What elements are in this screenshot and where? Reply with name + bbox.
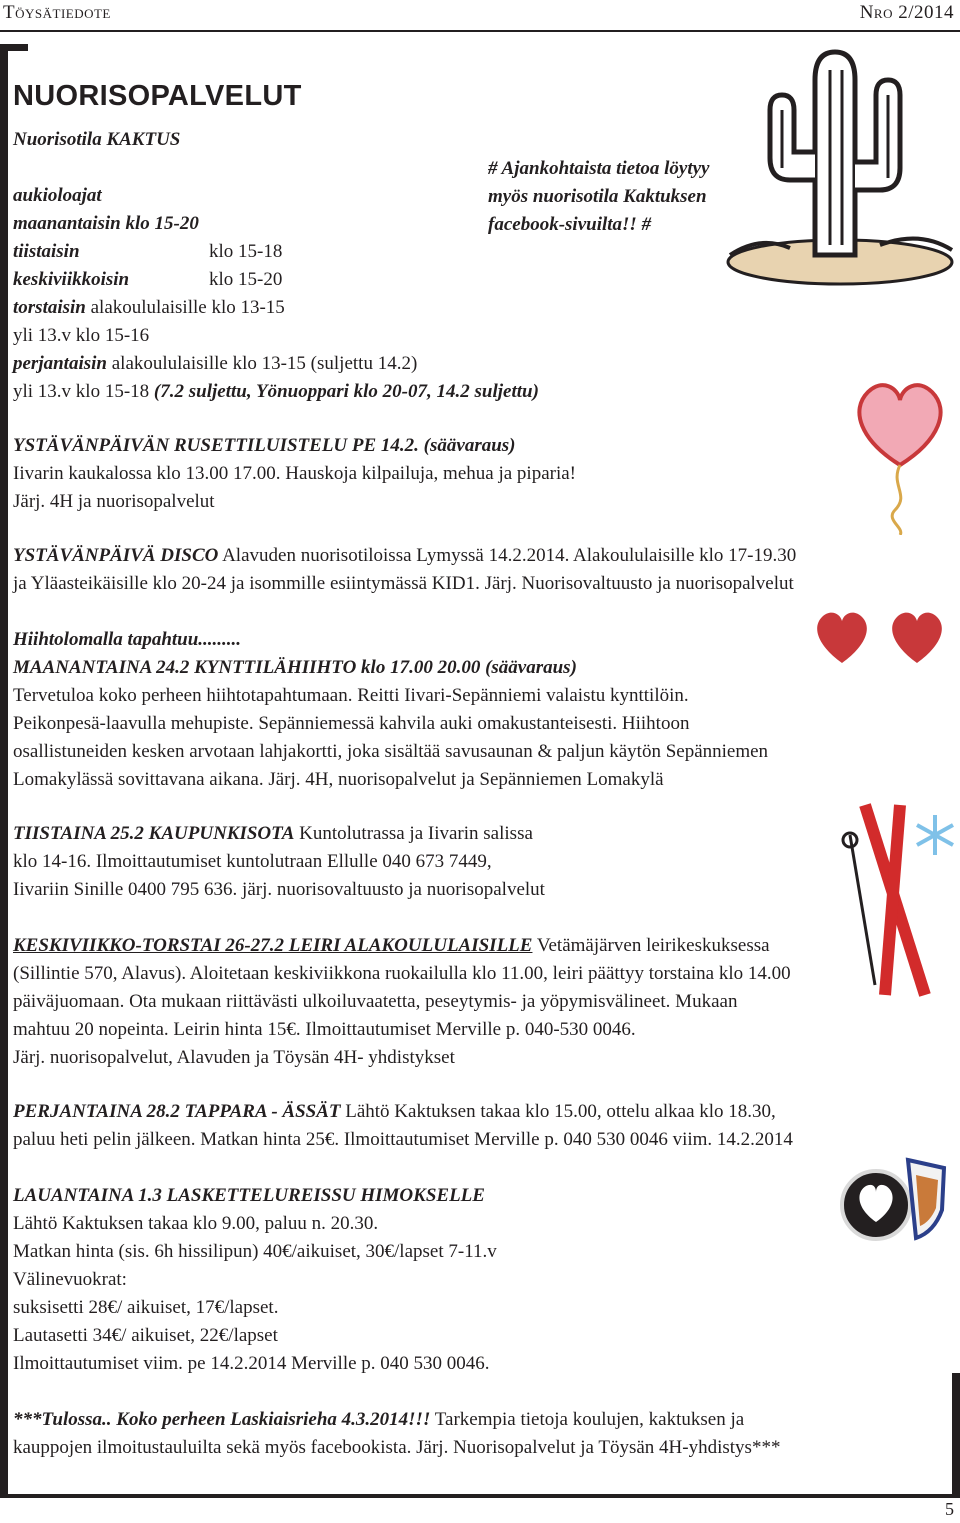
event-tappara	[13, 1098, 776, 1126]
event-laskiainen	[13, 1406, 744, 1434]
hours-day: keskiviikkoisin	[13, 269, 130, 290]
event-leiri	[13, 932, 770, 960]
event-text: Iivarin kaukalossa klo 13.00 17.00. Hauskoja kilpailuja, mehua ja piparia!	[13, 463, 576, 484]
event-text: Vetämäjärven leirikeskuksessa	[532, 935, 770, 956]
hockey-logos-illustration	[838, 1150, 948, 1245]
page-number: 5	[945, 1499, 954, 1519]
facebook-note-line: # Ajankohtaista tietoa löytyy	[488, 158, 710, 179]
event-text: paluu heti pelin jälkeen. Matkan hinta 25€. Ilmoittautumiset Merville p. 040 530 0046 viim. 14.2.2014	[13, 1129, 793, 1150]
facebook-note-line: facebook-sivuilta!! #	[488, 214, 652, 235]
hours-closed-note: (7.2 suljettu, Yönuoppari klo 20-07, 14.2 suljettu)	[153, 381, 539, 402]
event-heading-disco: YSTÄVÄNPÄIVÄ DISCO	[13, 545, 219, 566]
hours-day: torstaisin	[13, 297, 86, 318]
hours-thursday	[13, 294, 285, 322]
hours-time: alakoululaisille klo 13-15 (suljettu 14.2)	[106, 353, 418, 374]
event-heading-laskiainen: ***Tulossa.. Koko perheen Laskiaisrieha 4.3.2014!!!	[13, 1409, 431, 1430]
event-text: Lomakylässä sovittavana aikana. Järj. 4H, nuorisopalvelut ja Sepänniemen Lomakylä	[13, 769, 664, 790]
hours-day: tiistaisin	[13, 241, 80, 262]
snowflake-icon	[917, 815, 953, 855]
event-heading-ruset: YSTÄVÄNPÄIVÄN RUSETTILUISTELU PE 14.2. (säävaraus)	[13, 435, 516, 456]
hours-friday	[13, 350, 417, 378]
hours-wednesday	[13, 266, 282, 294]
heart-balloon-illustration	[850, 370, 950, 535]
event-text: Tarkempia tietoja koulujen, kaktuksen ja	[430, 1409, 745, 1430]
event-heading-ski: MAANANTAINA 24.2 KYNTTILÄHIIHTO klo 17.00 20.00 (säävaraus)	[13, 657, 577, 678]
header-publication-title: Töysätiedote	[3, 2, 111, 23]
hours-time: alakoululaisille klo 13-15	[85, 297, 285, 318]
event-disco	[13, 542, 796, 570]
event-text: Peikonpesä-laavulla mehupiste. Sepänniemessä kahvila auki omakustanteisesti. Hiihtoon	[13, 713, 690, 734]
event-text: Matkan hinta (sis. 6h hissilipun) 40€/aikuiset, 30€/lapset 7-11.v	[13, 1241, 497, 1262]
frame-top-tick	[0, 44, 28, 51]
event-heading-tappara: PERJANTAINA 28.2 TAPPARA - ÄSSÄT	[13, 1101, 341, 1122]
event-text: Iivariin Sinille 0400 795 636. järj. nuorisovaltuusto ja nuorisopalvelut	[13, 879, 545, 900]
event-text: päiväjuomaan. Ota mukaan riittävästi ulkoiluvaatetta, peseytymis- ja yöpymisvälineet. Mukaan	[13, 991, 738, 1012]
event-kaupunkisota	[13, 820, 533, 848]
event-text: Lähtö Kaktuksen takaa klo 15.00, ottelu alkaa klo 18.30,	[340, 1101, 776, 1122]
hours-time: yli 13.v klo 15-18	[13, 381, 154, 402]
frame-left-bar	[0, 44, 8, 1496]
hearts-illustration	[812, 605, 952, 667]
event-text: klo 14-16. Ilmoittautumiset kuntolutraan Ellulle 040 673 7449,	[13, 851, 492, 872]
holiday-intro: Hiihtolomalla tapahtuu.........	[13, 629, 242, 650]
hours-time: klo 15-18	[209, 241, 283, 262]
section-subtitle: Nuorisotila KAKTUS	[13, 129, 181, 150]
event-text: suksisetti 28€/ aikuiset, 17€/lapset.	[13, 1297, 279, 1318]
event-text: Alavuden nuorisotiloissa Lymyssä 14.2.2014. Alakoululaisille klo 17-19.30	[218, 545, 797, 566]
frame-bottom-rule	[0, 1494, 960, 1498]
hours-heading: aukioloajat	[13, 185, 102, 206]
event-heading-kaupunkisota: TIISTAINA 25.2 KAUPUNKISOTA	[13, 823, 295, 844]
event-text: Lautasetti 34€/ aikuiset, 22€/lapset	[13, 1325, 278, 1346]
event-heading-leiri: KESKIVIIKKO-TORSTAI 26-27.2 LEIRI ALAKOULULAISILLE	[13, 935, 533, 956]
skis-illustration	[830, 795, 960, 1005]
event-text: Järj. nuorisopalvelut, Alavuden ja Töysän 4H- yhdistykset	[13, 1047, 455, 1068]
hours-time: klo 15-20	[209, 269, 283, 290]
hours-tuesday	[13, 238, 282, 266]
event-text: Kuntolutrassa ja Iivarin salissa	[294, 823, 533, 844]
event-text: Ilmoittautumiset viim. pe 14.2.2014 Merville p. 040 530 0046.	[13, 1353, 490, 1374]
header-issue-number: Nro 2/2014	[859, 2, 954, 23]
hours-thursday-line2: yli 13.v klo 15-16	[13, 325, 150, 346]
event-text: Järj. 4H ja nuorisopalvelut	[13, 491, 215, 512]
event-text: (Sillintie 570, Alavus). Aloitetaan keskiviikkona ruokailulla klo 11.00, leiri päättyy torstaina klo 14.00	[13, 963, 791, 984]
event-text: Lähtö Kaktuksen takaa klo 9.00, paluu n. 20.30.	[13, 1213, 379, 1234]
event-heading-himos: LAUANTAINA 1.3 LASKETTELUREISSU HIMOKSELLE	[13, 1185, 485, 1206]
event-text: Tervetuloa koko perheen hiihtotapahtumaan. Reitti Iivari-Sepänniemi valaistu kynttilöin.	[13, 685, 689, 706]
event-text: osallistuneiden kesken arvotaan lahjakortti, joka sisältää savusaunan & paljun käytön Sepänniemen	[13, 741, 769, 762]
hours-monday: maanantaisin klo 15-20	[13, 213, 199, 234]
event-text: mahtuu 20 nopeinta. Leirin hinta 15€. Ilmoittautumiset Merville p. 040-530 0046.	[13, 1019, 636, 1040]
event-text: kauppojen ilmoitustauluilta sekä myös facebookista. Järj. Nuorisopalvelut ja Töysän 4H-yhdistys***	[13, 1437, 781, 1458]
event-text: Välinevuokrat:	[13, 1269, 127, 1290]
cactus-illustration	[720, 40, 960, 290]
hours-day: perjantaisin	[13, 353, 107, 374]
frame-right-bar	[952, 1373, 960, 1496]
facebook-note	[488, 155, 710, 239]
page-title: NUORISOPALVELUT	[13, 80, 302, 112]
facebook-note-line: myös nuorisotila Kaktuksen	[488, 186, 707, 207]
header-rule	[0, 30, 960, 32]
hours-friday-line2	[13, 378, 539, 406]
event-text: ja Yläasteikäisille klo 20-24 ja isommille esiintymässä KID1. Järj. Nuorisovaltuusto ja nuorisopalvelut	[13, 573, 794, 594]
